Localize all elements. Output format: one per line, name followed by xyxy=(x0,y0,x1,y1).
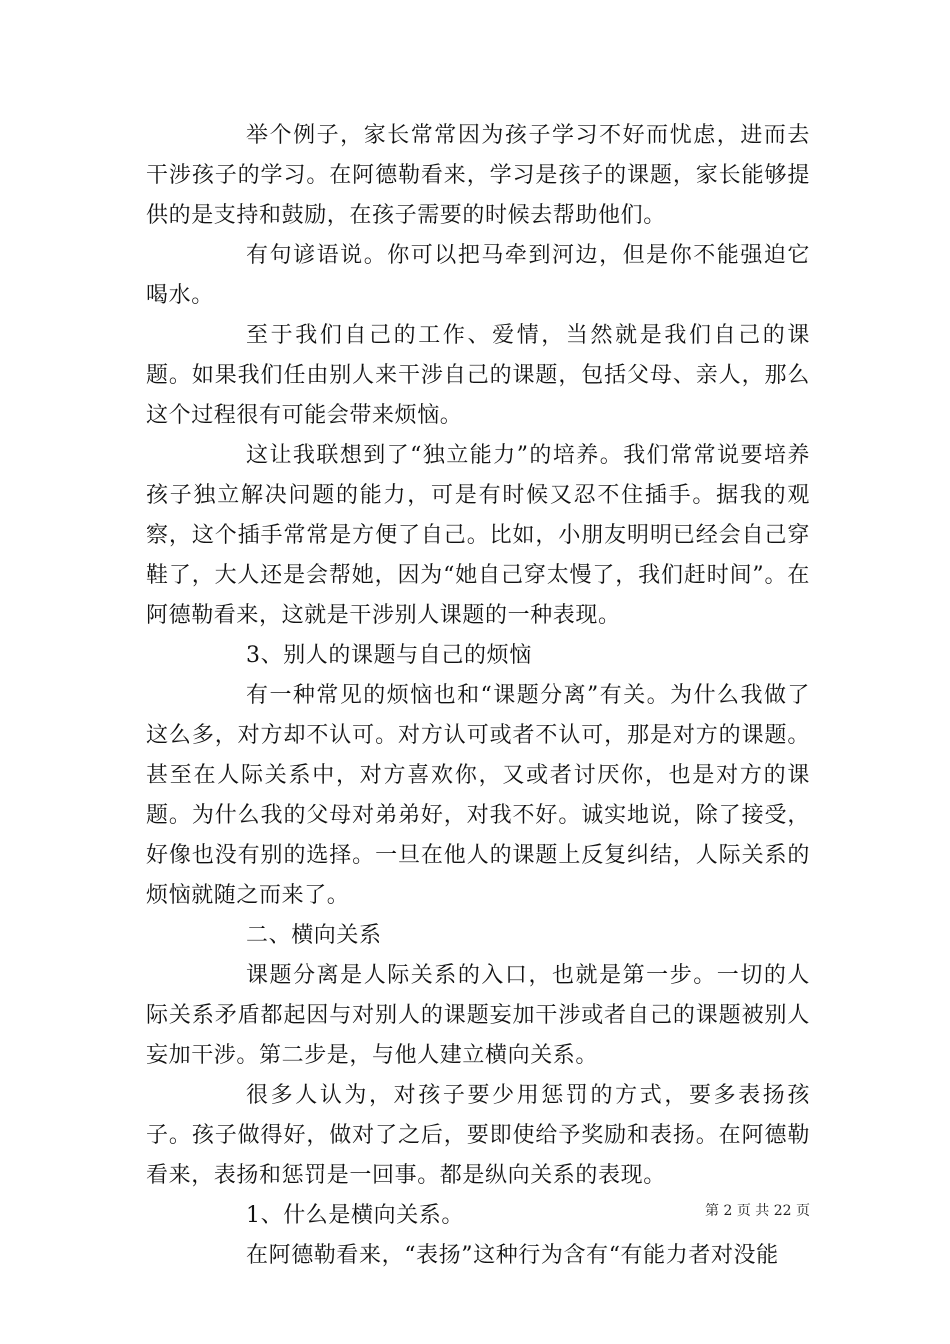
page-number: 第 2 页 共 22 页 xyxy=(705,1203,810,1219)
paragraph-independence: 这让我联想到了“独立能力”的培养。我们常常说要培养孩子独立解决问题的能力，可是有时候又忍不住插手。据我的观察，这个插手常常是方便了自己。比如，小朋友明明已经会自己穿鞋了，大人还是会帮她，因为“她自己穿太慢了，我们赶时间”。在阿德勒看来，这就是干涉别人课题的一种表现。 xyxy=(146,443,810,628)
section-heading-others-tasks: 3、别人的课题与自己的烦恼 xyxy=(246,643,532,668)
paragraph-task-separation: 课题分离是人际关系的入口，也就是第一步。一切的人际关系矛盾都起因与对别人的课题妄加干涉或者自己的课题被别人妄加干涉。第二步是，与他人建立横向关系。 xyxy=(146,963,810,1068)
paragraph-praise-punishment: 很多人认为，对孩子要少用惩罚的方式，要多表扬孩子。孩子做得好，做对了之后，要即使给予奖励和表扬。在阿德勒看来，表扬和惩罚是一回事。都是纵向关系的表现。 xyxy=(146,1083,810,1188)
paragraph-praise-definition: 在阿德勒看来，“表扬”这种行为含有“有能力者对没能 xyxy=(246,1243,779,1268)
paragraph-own-tasks: 至于我们自己的工作、爱情，当然就是我们自己的课题。如果我们任由别人来干涉自己的课题，包括父母、亲人，那么这个过程很有可能会带来烦恼。 xyxy=(146,323,810,428)
body-text xyxy=(146,116,810,1276)
chapter-heading-horizontal-relations: 二、横向关系 xyxy=(246,923,382,948)
paragraph-example-parents: 举个例子，家长常常因为孩子学习不好而忧虑，进而去干涉孩子的学习。在阿德勒看来，学习是孩子的课题，家长能够提供的是支持和鼓励，在孩子需要的时候去帮助他们。 xyxy=(146,123,810,228)
paragraph-recognition: 有一种常见的烦恼也和“课题分离”有关。为什么我做了这么多，对方却不认可。对方认可或者不认可，那是对方的课题。甚至在人际关系中，对方喜欢你，又或者讨厌你，也是对方的课题。为什么我的父母对弟弟好，对我不好。诚实地说，除了接受，好像也没有别的选择。一旦在他人的课题上反复纠结，人际关系的烦恼就随之而来了。 xyxy=(146,683,810,908)
section-heading-what-is-horizontal: 1、什么是横向关系。 xyxy=(246,1203,464,1228)
paragraph-proverb: 有句谚语说。你可以把马牵到河边，但是你不能强迫它喝水。 xyxy=(146,243,810,308)
